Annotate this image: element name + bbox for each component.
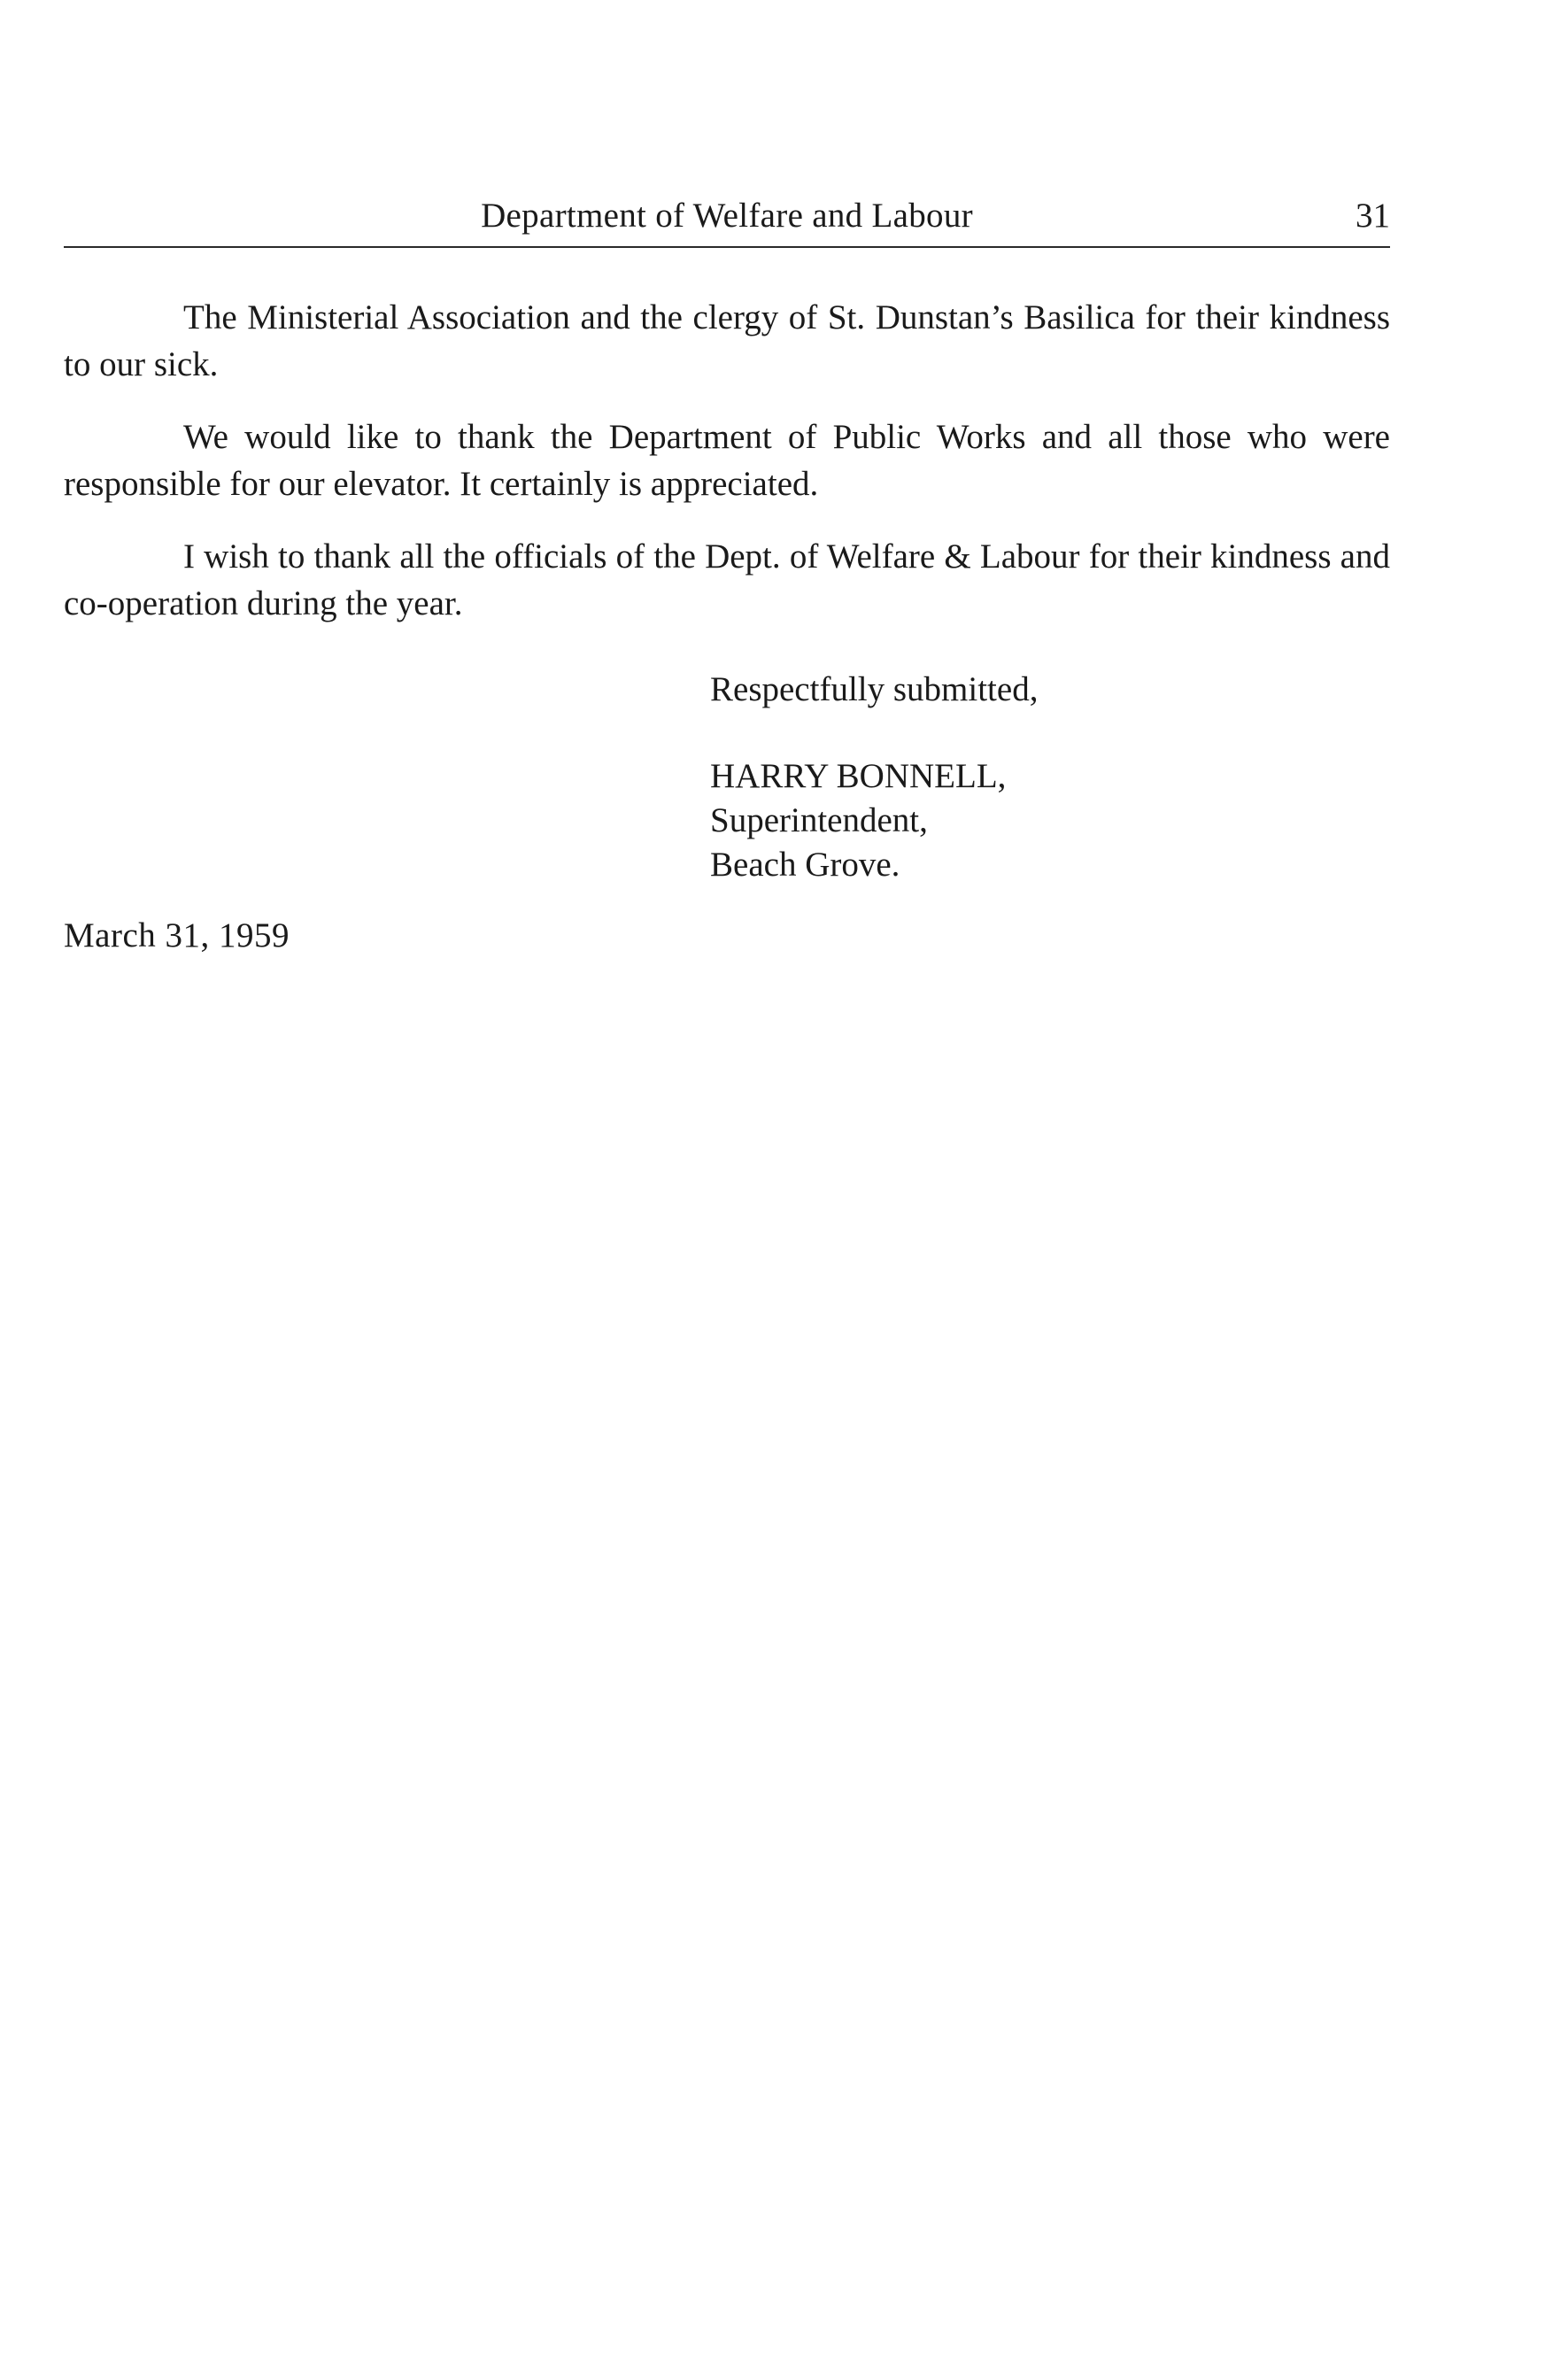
signer-title: Superintendent, <box>710 801 928 839</box>
running-header <box>64 193 1390 239</box>
signer-location: Beach Grove. <box>710 846 900 884</box>
report-date: March 31, 1959 <box>64 916 290 954</box>
closing-salutation: Respectfully submitted, <box>710 670 1039 708</box>
page-number: 31 <box>1356 197 1390 235</box>
paragraph-public-works: We would like to thank the Department of Public Works and all those who were responsible for our elevator. It certainly is appreciated. <box>64 418 1390 503</box>
running-title: Department of Welfare and Labour <box>481 197 973 235</box>
signer-name: HARRY BONNELL, <box>710 757 1007 795</box>
paragraph-officials: I wish to thank all the officials of the Dept. of Welfare & Labour for their kindness and co-operation during the year. <box>64 537 1390 622</box>
paragraph-ministerial-association: The Ministerial Association and the clergy of St. Dunstan’s Basilica for their kindness to our sick. <box>64 298 1390 383</box>
header-rule <box>64 246 1390 248</box>
signature-block <box>710 754 1006 887</box>
